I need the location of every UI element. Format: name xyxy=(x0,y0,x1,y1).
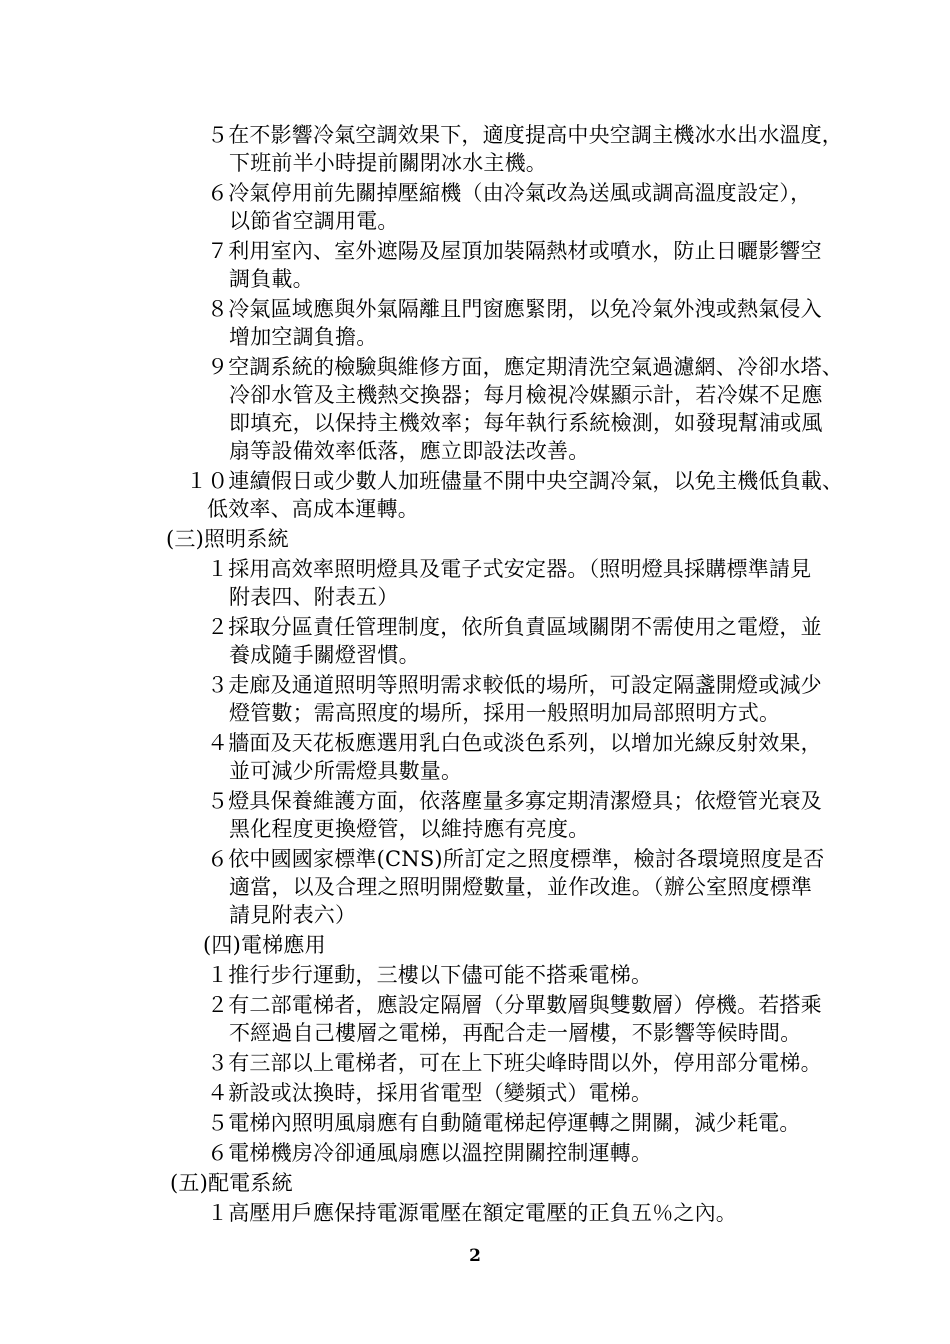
elevator-item-5: ５電梯內照明風扇應有自動隨電梯起停運轉之開關，減少耗電。 xyxy=(207,1111,801,1135)
item-9-line-1: ９空調系統的檢驗與維修方面，應定期清洗空氣過濾網、冷卻水塔、 xyxy=(207,355,843,379)
item-8-line-1: ８冷氣區域應與外氣隔離且門窗應緊閉，以免冷氣外洩或熱氣侵入 xyxy=(207,297,822,321)
item-10-line-2: 低效率、高成本運轉。 xyxy=(207,497,419,521)
elevator-item-2-line-1: ２有二部電梯者，應設定隔層（分單數層與雙數層）停機。若搭乘 xyxy=(207,993,822,1017)
item-9-line-3: 即填充，以保持主機效率；每年執行系統檢測，如發現幫浦或風 xyxy=(229,411,823,435)
section-heading-lighting: (三)照明系統 xyxy=(166,527,289,551)
lighting-item-6-line-3: 請見附表六） xyxy=(229,903,357,927)
lighting-item-5-line-1: ５燈具保養維護方面，依落塵量多寡定期清潔燈具；依燈管光衰及 xyxy=(207,789,822,813)
lighting-item-4-line-1: ４牆面及天花板應選用乳白色或淡色系列，以增加光線反射效果， xyxy=(207,731,822,755)
item-5-line-1: ５在不影響冷氣空調效果下，適度提高中央空調主機冰水出水溫度， xyxy=(207,123,843,147)
item-6-line-2: 以節省空調用電。 xyxy=(229,209,399,233)
page-number: 2 xyxy=(469,1246,481,1266)
section-heading-distribution: (五)配電系統 xyxy=(170,1171,293,1195)
elevator-item-4: ４新設或汰換時，採用省電型（變頻式）電梯。 xyxy=(207,1081,653,1105)
lighting-item-3-line-1: ３走廊及通道照明等照明需求較低的場所，可設定隔盞開燈或減少 xyxy=(207,673,822,697)
item-7-line-1: ７利用室內、室外遮陽及屋頂加裝隔熱材或噴水，防止日曬影響空 xyxy=(207,239,822,263)
lighting-item-3-line-2: 燈管數；需高照度的場所，採用一般照明加局部照明方式。 xyxy=(229,701,781,725)
item-8-line-2: 增加空調負擔。 xyxy=(229,325,378,349)
elevator-item-1: １推行步行運動，三樓以下儘可能不搭乘電梯。 xyxy=(207,963,653,987)
lighting-item-1-line-1: １採用高效率照明燈具及電子式安定器。（照明燈具採購標準請見 xyxy=(207,557,812,581)
section-heading-elevator: (四)電梯應用 xyxy=(203,933,326,957)
item-9-line-2: 冷卻水管及主機熱交換器；每月檢視冷媒顯示計，若冷媒不足應 xyxy=(229,383,823,407)
elevator-item-3: ３有三部以上電梯者，可在上下班尖峰時間以外，停用部分電梯。 xyxy=(207,1051,822,1075)
distribution-item-1: １高壓用戶應保持電源電壓在額定電壓的正負五％之內。 xyxy=(207,1201,737,1225)
elevator-item-6: ６電梯機房冷卻通風扇應以溫控開關控制運轉。 xyxy=(207,1141,653,1165)
item-6-line-1: ６冷氣停用前先關掉壓縮機（由冷氣改為送風或調高溫度設定）， xyxy=(207,181,812,205)
lighting-item-4-line-2: 並可減少所需燈具數量。 xyxy=(229,759,463,783)
item-9-line-4: 扇等設備效率低落，應立即設法改善。 xyxy=(229,439,590,463)
item-7-line-2: 調負載。 xyxy=(229,267,314,291)
lighting-item-2-line-2: 養成隨手關燈習慣。 xyxy=(229,643,420,667)
item-10-line-1: １０連續假日或少數人加班儘量不開中央空調冷氣，以免主機低負載、 xyxy=(186,469,844,493)
lighting-item-5-line-2: 黑化程度更換燈管，以維持應有亮度。 xyxy=(229,817,590,841)
lighting-item-1-line-2: 附表四、附表五） xyxy=(229,585,399,609)
item-5-line-2: 下班前半小時提前關閉冰水主機。 xyxy=(229,151,547,175)
lighting-item-2-line-1: ２採取分區責任管理制度，依所負責區域關閉不需使用之電燈，並 xyxy=(207,615,822,639)
lighting-item-6-line-1: ６依中國國家標準(CNS)所訂定之照度標準，檢討各環境照度是否 xyxy=(207,847,825,871)
elevator-item-2-line-2: 不經過自己樓層之電梯，再配合走一層樓，不影響等候時間。 xyxy=(229,1021,802,1045)
lighting-item-6-line-2: 適當，以及合理之照明開燈數量，並作改進。（辦公室照度標準 xyxy=(229,875,813,899)
